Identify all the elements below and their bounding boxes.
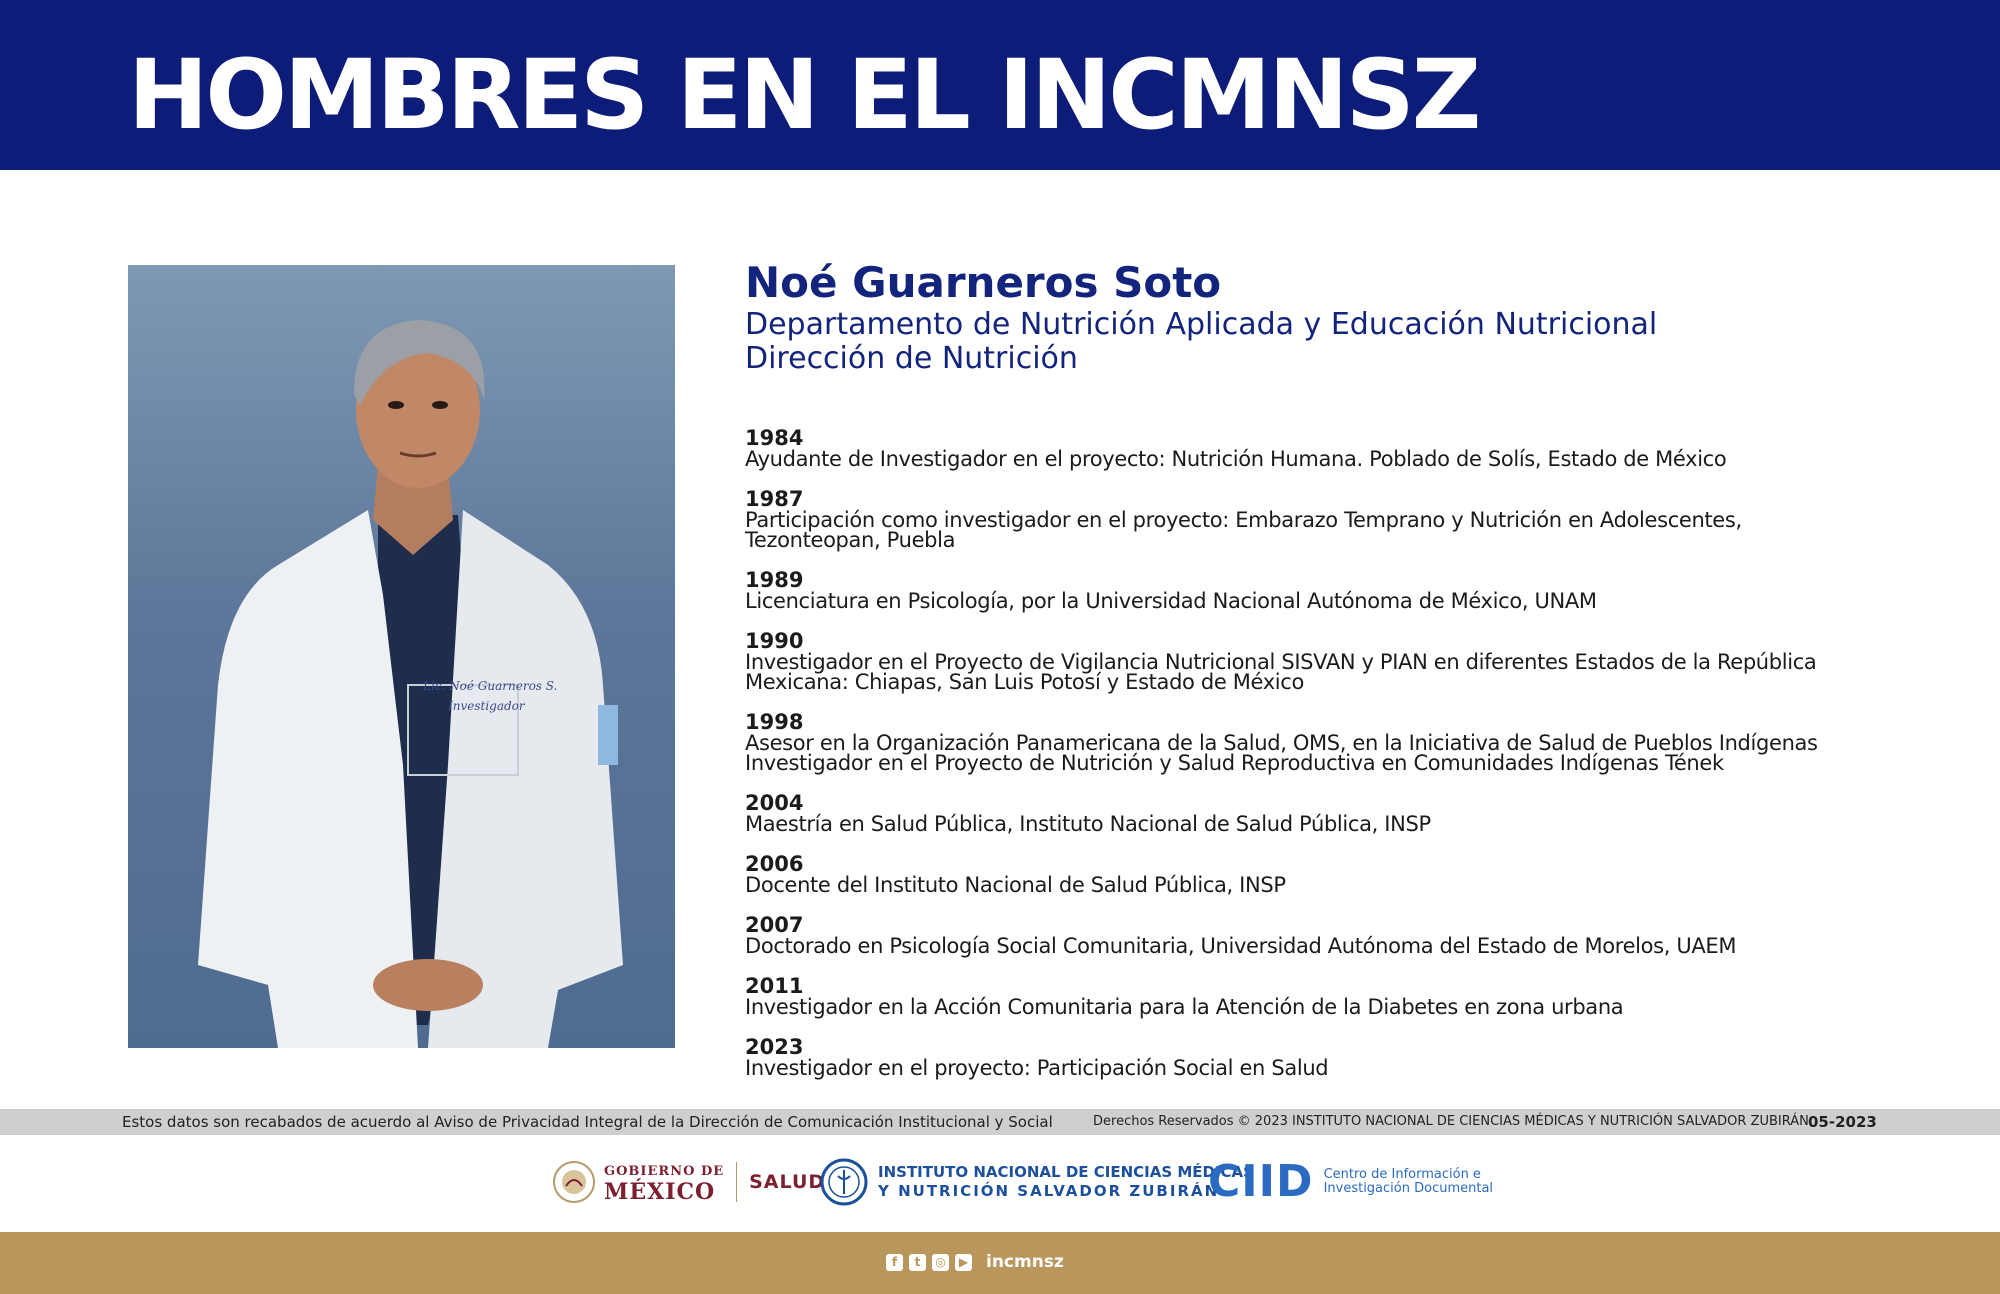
page-title: HOMBRES EN EL INCMNSZ <box>128 39 1479 151</box>
ciid-wordmark: CIID <box>1208 1156 1314 1207</box>
ciid-line-2: Investigación Documental <box>1323 1181 1494 1196</box>
publication-date: 05-2023 <box>1808 1113 1877 1131</box>
timeline-description: Docente del Instituto Nacional de Salud Pública, INSP <box>745 873 1286 897</box>
incmnsz-seal-icon <box>820 1158 868 1206</box>
timeline-entry <box>745 1037 1975 1078</box>
timeline-year: 2011 <box>745 974 804 998</box>
timeline-description: Ayudante de Investigador en el proyecto: Nutrición Humana. Poblado de Solís, Estado de México <box>745 447 1727 471</box>
timeline-entry <box>745 976 1975 1017</box>
coat-embroidery-name: Lic. Noé Guarneros S. <box>423 679 558 693</box>
career-timeline <box>745 428 1975 1098</box>
timeline-description: Mexicana: Chiapas, San Luis Potosí y Estado de México <box>745 670 1304 694</box>
timeline-description: Doctorado en Psicología Social Comunitaria, Universidad Autónoma del Estado de Morelos, UAEM <box>745 934 1737 958</box>
incmnsz-line-2: Y NUTRICIÓN SALVADOR ZUBIRÁN <box>878 1182 1220 1200</box>
youtube-icon[interactable]: ▶ <box>955 1254 972 1271</box>
coat-embroidery-role: Investigador <box>448 699 525 713</box>
timeline-description: Investigador en el Proyecto de Vigilancia Nutricional SISVAN y PIAN en diferentes Estados de la República <box>745 650 1817 674</box>
timeline-year: 1987 <box>745 487 804 511</box>
timeline-entry <box>745 793 1975 834</box>
privacy-notice: Estos datos son recabados de acuerdo al Aviso de Privacidad Integral de la Dirección de Comunicación Institucional y Social <box>122 1113 1053 1131</box>
social-footer <box>0 1232 2000 1294</box>
timeline-description: Tezonteopan, Puebla <box>745 528 956 552</box>
timeline-year: 2004 <box>745 791 804 815</box>
profile-heading <box>745 258 1945 376</box>
timeline-year: 1984 <box>745 426 804 450</box>
gobierno-label: GOBIERNO DE <box>604 1164 725 1179</box>
salud-label: SALUD <box>749 1171 826 1193</box>
portrait-illustration <box>128 265 675 1048</box>
header-banner <box>0 0 2000 170</box>
logo-divider <box>736 1162 737 1202</box>
timeline-description: Investigador en la Acción Comunitaria para la Atención de la Diabetes en zona urbana <box>745 995 1624 1019</box>
timeline-year: 1989 <box>745 568 804 592</box>
timeline-description: Participación como investigador en el proyecto: Embarazo Temprano y Nutrición en Adolescentes, <box>745 508 1742 532</box>
timeline-year: 1990 <box>745 629 804 653</box>
copyright-notice: Derechos Reservados © 2023 INSTITUTO NACIONAL DE CIENCIAS MÉDICAS Y NUTRICIÓN SALVADOR ZUBIRÁN <box>1093 1114 1809 1129</box>
timeline-entry <box>745 570 1975 611</box>
direction-name: Dirección de Nutrición <box>745 341 1078 376</box>
social-handle[interactable]: incmnsz <box>986 1252 1064 1272</box>
facebook-icon[interactable]: f <box>886 1254 903 1271</box>
ciid-logo <box>1208 1156 1494 1207</box>
timeline-year: 2007 <box>745 913 804 937</box>
timeline-description: Licenciatura en Psicología, por la Universidad Nacional Autónoma de México, UNAM <box>745 589 1597 613</box>
social-links <box>886 1252 1064 1272</box>
timeline-description: Investigador en el Proyecto de Nutrición y Salud Reproductiva en Comunidades Indígenas Tének <box>745 751 1724 775</box>
legal-footer-bar <box>0 1109 2000 1135</box>
timeline-year: 2006 <box>745 852 804 876</box>
ciid-line-1: Centro de Información e <box>1323 1167 1481 1182</box>
department-name: Departamento de Nutrición Aplicada y Educación Nutricional <box>745 307 1658 342</box>
profile-photo <box>128 265 675 1048</box>
timeline-description: Maestría en Salud Pública, Instituto Nacional de Salud Pública, INSP <box>745 812 1431 836</box>
person-name: Noé Guarneros Soto <box>745 258 1222 307</box>
timeline-entry <box>745 428 1975 469</box>
timeline-entry <box>745 489 1975 550</box>
timeline-entry <box>745 631 1975 692</box>
instagram-icon[interactable]: ◎ <box>932 1254 949 1271</box>
timeline-year: 1998 <box>745 710 804 734</box>
mexico-seal-icon <box>552 1160 596 1204</box>
timeline-entry <box>745 854 1975 895</box>
mexico-label: MÉXICO <box>604 1179 716 1205</box>
incmnsz-line-1: INSTITUTO NACIONAL DE CIENCIAS MÉDICAS <box>878 1163 1254 1181</box>
timeline-entry <box>745 712 1975 773</box>
logo-strip <box>0 1150 2000 1220</box>
twitter-icon[interactable]: t <box>909 1254 926 1271</box>
timeline-year: 2023 <box>745 1035 804 1059</box>
timeline-description: Asesor en la Organización Panamericana de la Salud, OMS, en la Iniciativa de Salud de Pueblos Indígenas <box>745 731 1818 755</box>
timeline-entry <box>745 915 1975 956</box>
timeline-description: Investigador en el proyecto: Participación Social en Salud <box>745 1056 1329 1080</box>
incmnsz-logo <box>820 1158 1254 1206</box>
gobierno-salud-logo <box>552 1160 825 1204</box>
